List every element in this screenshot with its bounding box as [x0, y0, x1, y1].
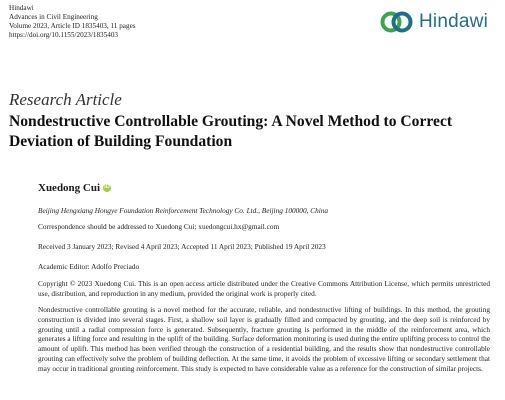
article-type: Research Article [9, 90, 122, 109]
author-name: Xuedong Cui [38, 182, 101, 194]
orcid-icon[interactable]: iD [104, 184, 110, 191]
author [38, 182, 111, 194]
doi-link[interactable]: https://doi.org/10.1155/2023/1835403 [9, 31, 119, 39]
hindawi-brand [380, 7, 488, 37]
correspondence: Correspondence should be addressed to Xuedong Cui; xuedongcui.hx@gmail.com [38, 222, 280, 231]
publisher-name: Hindawi [9, 4, 34, 12]
hindawi-logo-icon [380, 7, 414, 37]
publication-dates: Received 3 January 2023; Revised 4 April 2023; Accepted 11 April 2023; Published 19 April 2023 [38, 242, 326, 251]
journal-name: Advances in Civil Engineering [9, 13, 98, 21]
volume-info: Volume 2023, Article ID 1835403, 11 pages [9, 22, 136, 30]
journal-metadata [9, 4, 136, 40]
brand-wordmark: Hindawi [419, 11, 488, 32]
copyright-notice: Copyright © 2023 Xuedong Cui. This is an open access article distributed under the Creative Commons Attribution License, which permits unrestricted use, distribution, and reproduction in any medium, provided the original work is properly cited. [38, 279, 490, 298]
abstract: Nondestructive controllable grouting is a novel method for the accurate, reliable, and nondestructive lifting of buildings. In this method, the grouting construction is divided into several stages. First, a shallow soil layer is gradually filled and compacted by grouting, and the deep soil is reinforced by grouting until a radial compression force is generated. Subsequently, fracture grouting is performed in the middle of the reinforcement area, which generates a lifting force and resulting in the uplift of the building. Surface deformation monitoring is used during the entire uplifting process to control the amount of uplift. This method has been verified through the construction of a residential building, and the results show that nondestructive controllable grouting can effectively solve the problem of building deflection. At the same time, it avoids the problem of excessive lifting or secondary settlement that may occur in traditional grouting reinforcement. This study is expected to have considerable value as a reference for the construction of similar projects. [38, 305, 490, 373]
affiliation: Beijing Hengxiang Hongye Foundation Reinforcement Technology Co. Ltd., Beijing 100000, China [38, 206, 329, 215]
article-title: Nondestructive Controllable Grouting: A Novel Method to Correct Deviation of Building Foundation [9, 113, 453, 150]
academic-editor: Academic Editor: Adolfo Preciado [38, 262, 140, 271]
